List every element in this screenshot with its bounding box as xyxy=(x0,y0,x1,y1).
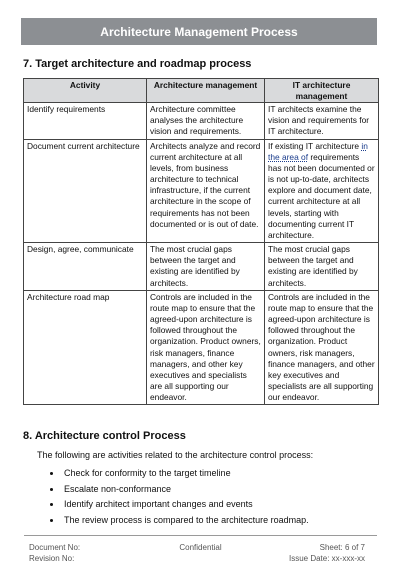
list-item: • Identify architect important changes and events xyxy=(62,497,309,513)
cell-it-architecture-management: The most crucial gaps between the target and existing are identified by architects. xyxy=(265,243,379,291)
cell-architecture-management: Architects analyze and record current architecture at all levels, from business architecture to technical infrastructure, if the current architecture in the scope of requirements has not been documented or is out of date. xyxy=(147,139,265,243)
footer-document-number: Document No: xyxy=(29,543,81,552)
footer-issue-date: Issue Date: xx-xxx-xx xyxy=(288,554,365,563)
cell-architecture-management: Architecture committee analyses the architecture vision and requirements. xyxy=(147,103,265,140)
column-header-it-architecture-management: IT architecture management xyxy=(265,79,379,103)
cell-it-architecture-management: IT architects examine the vision and requirements for IT architecture. xyxy=(265,103,379,140)
column-header-activity: Activity xyxy=(24,79,147,103)
footer-confidential: Confidential xyxy=(179,543,222,552)
cell-activity: Design, agree, communicate xyxy=(24,243,147,291)
table-row xyxy=(24,103,379,140)
list-item: • Escalate non-conformance xyxy=(62,482,309,498)
cell-activity: Architecture road map xyxy=(24,290,147,405)
cell-it-architecture-management: Controls are included in the route map to ensure that the agreed-upon architecture is followed throughout the organization. Product owners, risk managers, finance managers, and other key executives and specialists are all supporting our endeavor. xyxy=(265,290,379,405)
table-header-row xyxy=(24,79,379,103)
list-item: • The review process is compared to the architecture roadmap. xyxy=(62,513,309,529)
cell-architecture-management: The most crucial gaps between the target and existing are identified by architects. xyxy=(147,243,265,291)
document-title: Architecture Management Process xyxy=(100,24,298,39)
cell-text-prefix: If existing IT architecture xyxy=(268,140,362,151)
table-row xyxy=(24,243,379,291)
control-activities-list xyxy=(38,466,309,528)
cell-activity: Document current architecture xyxy=(24,139,147,243)
cell-it-architecture-management xyxy=(265,139,379,243)
table-row xyxy=(24,290,379,405)
footer-sheet-number: Sheet: 6 of 7 xyxy=(319,543,365,552)
section-8-heading: 8. Architecture control Process xyxy=(23,430,186,442)
inline-reference-link[interactable]: in the area of xyxy=(268,140,368,162)
process-table xyxy=(23,78,379,405)
cell-architecture-management: Controls are included in the route map to ensure that the agreed-upon architecture is followed throughout the organization. Product owners, risk managers, finance managers, and other key executives and specialists are all supporting our endeavor. xyxy=(147,290,265,405)
cell-text-suffix: requirements has not been documented or is not up-to-date, architects explore and document date, current architecture at all levels, starting with documenting current IT architecture. xyxy=(268,151,375,240)
cell-activity: Identify requirements xyxy=(24,103,147,140)
table-row xyxy=(24,139,379,243)
list-item: • Check for conformity to the target timeline xyxy=(62,466,309,482)
section-8-intro: The following are activities related to the architecture control process: xyxy=(37,450,314,460)
page-footer xyxy=(24,535,377,563)
column-header-architecture-management: Architecture management xyxy=(147,79,265,103)
footer-revision-number: Revision No: xyxy=(29,554,75,563)
section-7-heading: 7. Target architecture and roadmap process xyxy=(23,58,252,70)
document-title-banner xyxy=(21,18,377,45)
